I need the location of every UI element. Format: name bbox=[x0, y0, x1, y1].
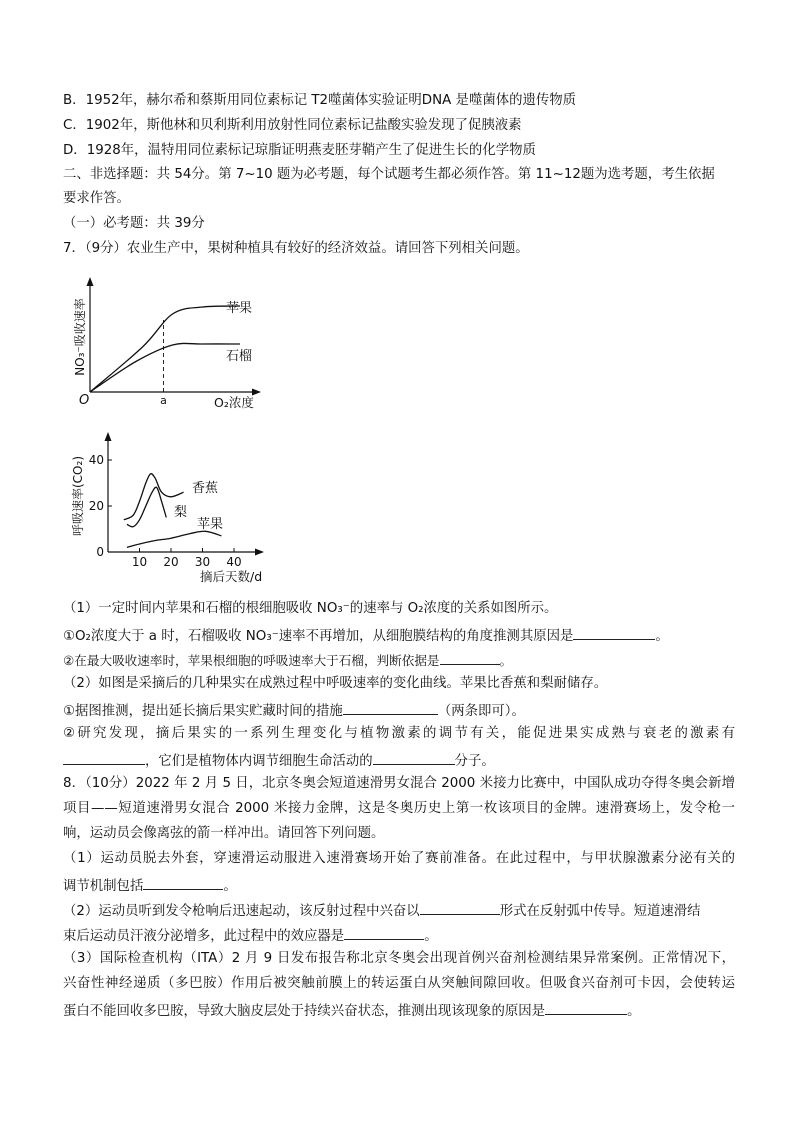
chart1-y-arrow bbox=[87, 277, 94, 286]
q8-part1-text: 调节机制包括 bbox=[63, 879, 144, 894]
q8-part2-text-c: 束后运动员汗液分泌增多，此过程中的效应器是 bbox=[63, 929, 345, 944]
q8-answer-blank-1[interactable] bbox=[143, 875, 223, 890]
chart2-ytick-label: 40 bbox=[88, 453, 104, 467]
chart2-series-pear bbox=[127, 487, 166, 527]
q8-stem-line2: 项目——短道速滑男女混合 2000 米接力金牌，这是冬奥历史上第一枚该项目的金牌。速滑赛场上，发令枪一 bbox=[63, 801, 735, 816]
chart1-legend-apple: 苹果 bbox=[226, 301, 253, 316]
q8-part3-text: 蛋白不能回收多巴胺，导致大脑皮层处于持续兴奋状态，推测出现该现象的原因是 bbox=[63, 1004, 546, 1019]
chart1-a-tick-label: a bbox=[160, 394, 167, 407]
q7-part2-item1-text: ①据图推测，提出延长摘后果实贮藏时间的措施 bbox=[63, 704, 343, 719]
q7-part2-item2-text-c: 分子。 bbox=[454, 754, 495, 769]
q8-answer-blank-3[interactable] bbox=[344, 925, 424, 940]
q7-part1-item2-text: ②在最大吸收速率时，苹果根细胞的呼吸速率大于石榴，判断依据是 bbox=[63, 653, 440, 668]
required-section-heading: （一）必考题：共 39分 bbox=[63, 216, 205, 231]
chart1-x-arrow bbox=[252, 389, 261, 396]
chart1-series-apple bbox=[90, 306, 240, 392]
q8-part1-period: 。 bbox=[223, 879, 237, 894]
q7-answer-blank-2[interactable] bbox=[440, 650, 500, 665]
chart1-ylabel: NO₃⁻吸收速率 bbox=[73, 298, 87, 376]
q7-part2-item1-suffix: （两条即可）。 bbox=[437, 704, 525, 719]
choice-d: D．1928年，温特用同位素标记琼脂证明燕麦胚芽鞘产生了促进生长的化学物质 bbox=[63, 143, 536, 158]
q8-part2-cont bbox=[63, 925, 735, 946]
q7-part1: （1）一定时间内苹果和石榴的根细胞吸收 NO₃⁻的速率与 O₂浓度的关系如图所示。 bbox=[63, 601, 558, 616]
q8-answer-blank-2[interactable] bbox=[420, 900, 500, 915]
q8-part2-text-a: （2）运动员听到发令枪响后迅速起动，该反射过程中兴奋以 bbox=[63, 904, 420, 919]
chart1-xlabel: O₂浓度 bbox=[214, 395, 254, 410]
q7-answer-blank-4[interactable] bbox=[63, 750, 145, 765]
q7-part1-item1 bbox=[63, 625, 735, 646]
q7-part1-item1-text: ①O₂浓度大于 a 时，石榴吸收 NO₃⁻速率不再增加，从细胞膜结构的角度推测其原因是 bbox=[63, 629, 574, 644]
q8-answer-blank-4[interactable] bbox=[545, 1000, 627, 1015]
q7-part2-item2-cont bbox=[63, 750, 735, 771]
chart2-xlabel: 摘后天数/d bbox=[200, 569, 263, 584]
chart-no3-absorption bbox=[72, 277, 261, 410]
q8-part3: （3）国际检查机构（ITA）2 月 9 日发布报告称北京冬奥会出现首例兴奋剂检测结果异常案例。正常情况下， bbox=[63, 951, 735, 966]
q7-answer-blank-1[interactable] bbox=[573, 625, 655, 640]
chart2-y-arrow bbox=[105, 432, 112, 441]
chart2-x-arrow bbox=[255, 549, 264, 556]
chart2-legend-banana: 香蕉 bbox=[192, 481, 219, 496]
q8-stem-line3: 响，运动员会像离弦的箭一样冲出。请回答下列问题。 bbox=[63, 826, 385, 841]
chart2-legend-pear: 梨 bbox=[174, 505, 188, 520]
chart2-ytick-label: 20 bbox=[88, 499, 104, 513]
chart2-series-apple bbox=[127, 531, 221, 547]
q7-answer-blank-5[interactable] bbox=[373, 750, 455, 765]
q7-answer-blank-3[interactable] bbox=[343, 700, 438, 715]
q7-part1-item1-period: 。 bbox=[655, 629, 669, 644]
q7-part2: （2）如图是采摘后的几种果实在成熟过程中呼吸速率的变化曲线。苹果比香蕉和梨耐储存。 bbox=[63, 676, 608, 691]
chart-respiration bbox=[70, 432, 264, 584]
chart2-xtick-label: 10 bbox=[131, 555, 148, 569]
chart1-series-pomegranate bbox=[90, 343, 240, 392]
chart2-legend-apple: 苹果 bbox=[197, 517, 224, 532]
q8-part2-period: 。 bbox=[424, 929, 438, 944]
q7-part1-item2-period: 。 bbox=[499, 653, 513, 668]
q8-part1: （1）运动员脱去外套，穿速滑运动服进入速滑赛场开始了赛前准备。在此过程中，与甲状腺激素分泌有关的 bbox=[63, 851, 735, 866]
q8-part2 bbox=[63, 900, 735, 921]
q7-part1-item2 bbox=[63, 650, 735, 670]
chart1-legend-pomegranate: 石榴 bbox=[226, 349, 253, 364]
q7-part2-item2: ②研究发现，摘后果实的一系列生理变化与植物激素的调节有关，能促进果实成熟与衰老的激素有 bbox=[63, 726, 735, 741]
chart2-xtick-label: 20 bbox=[163, 555, 179, 569]
chart2-xtick-label: 30 bbox=[194, 555, 211, 569]
chart1-origin-label: O bbox=[79, 393, 90, 408]
q8-stem-line1: 8．（10分）2022 年 2 月 5 日，北京冬奥会短道速滑男女混合 2000 米接力比赛中，中国队成功夺得冬奥会新增 bbox=[63, 776, 735, 791]
choice-b: B．1952年，赫尔希和蔡斯用同位素标记 T2噬菌体实验证明DNA 是噬菌体的遗传物质 bbox=[63, 93, 577, 108]
chart2-ylabel: 呼吸速率(CO₂) bbox=[71, 456, 85, 536]
q8-part3-cont: 兴奋性神经递质（多巴胺）作用后被突触前膜上的转运蛋白从突触间隙回收。但吸食兴奋剂可卡因，会使转运 bbox=[63, 976, 735, 991]
q7-part2-item1 bbox=[63, 700, 735, 721]
q8-part3-period: 。 bbox=[627, 1004, 641, 1019]
choice-c: C．1902年，斯他林和贝利斯利用放射性同位素标记盐酸实验发现了促胰液素 bbox=[63, 118, 522, 133]
q8-part2-text-b: 形式在反射弧中传导。短道速滑结 bbox=[499, 904, 701, 919]
question-7-stem: 7．（9分）农业生产中，果树种植具有较好的经济效益。请回答下列相关问题。 bbox=[63, 241, 529, 256]
section-2-intro: 二、非选择题：共 54分。第 7~10 题为必考题，每个试题考生都必须作答。第 11~12题为选考题，考生依据 bbox=[63, 167, 715, 182]
section-2-intro-cont: 要求作答。 bbox=[63, 191, 130, 206]
chart2-series-banana bbox=[124, 474, 184, 520]
chart2-ytick-label: 0 bbox=[96, 545, 104, 559]
q8-part1-cont bbox=[63, 875, 735, 896]
q8-part3-cont2 bbox=[63, 1000, 735, 1021]
q7-part2-item2-text-b: ，它们是植物体内调节细胞生命活动的 bbox=[145, 754, 373, 769]
chart2-xtick-label: 40 bbox=[226, 555, 242, 569]
